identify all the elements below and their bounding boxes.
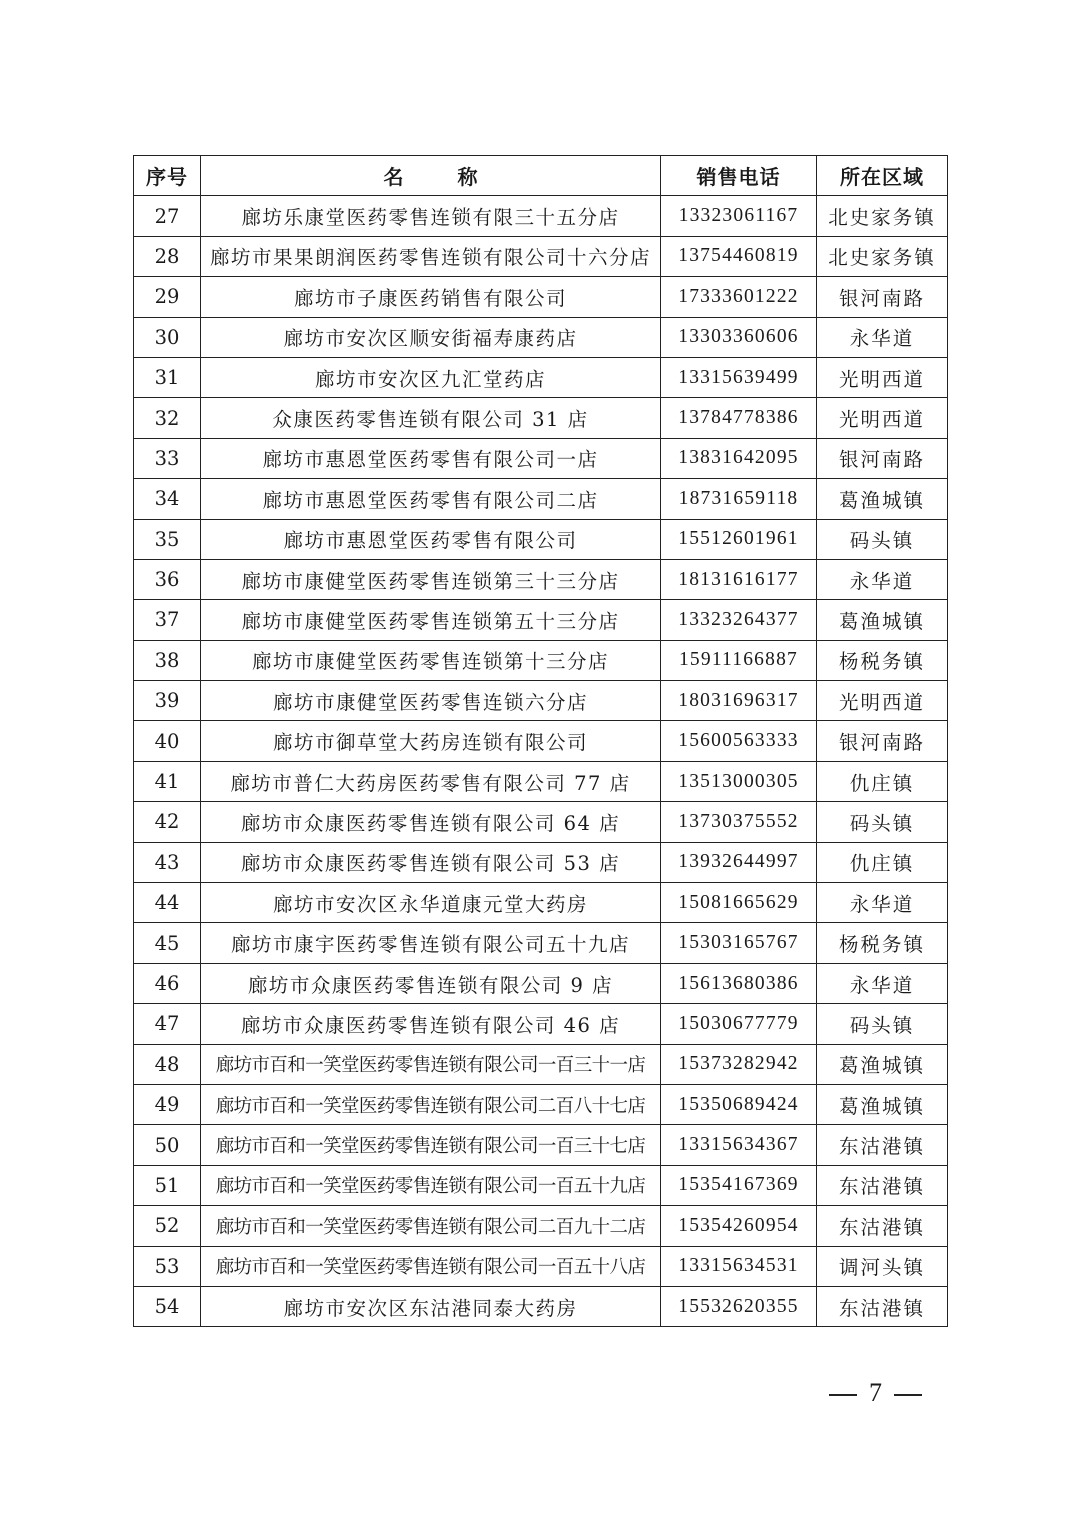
table-row: [134, 196, 948, 236]
table-row: [134, 277, 948, 317]
row-name: 廊坊市惠恩堂医药零售有限公司二店: [201, 479, 661, 519]
table-row: [134, 519, 948, 559]
table-row: [134, 802, 948, 842]
row-index: 42: [134, 802, 201, 842]
row-index: 43: [134, 842, 201, 882]
row-name: 廊坊市御草堂大药房连锁有限公司: [201, 721, 661, 761]
row-name: 廊坊市百和一笑堂医药零售连锁有限公司二百九十二店: [201, 1206, 661, 1246]
table-row: [134, 559, 948, 599]
table-row: [134, 1004, 948, 1044]
row-phone: 13323264377: [661, 600, 817, 640]
table-row: [134, 236, 948, 276]
table-row: [134, 317, 948, 357]
row-area: 永华道: [817, 559, 948, 599]
row-area: 永华道: [817, 883, 948, 923]
row-area: 银河南路: [817, 721, 948, 761]
table-row: [134, 883, 948, 923]
row-name: 廊坊市安次区九汇堂药店: [201, 357, 661, 397]
row-name: 廊坊市康健堂医药零售连锁第三十三分店: [201, 559, 661, 599]
row-index: 34: [134, 479, 201, 519]
row-index: 32: [134, 398, 201, 438]
row-area: 银河南路: [817, 277, 948, 317]
row-phone: 13315639499: [661, 357, 817, 397]
table-row: [134, 1044, 948, 1084]
header-area: 所在区域: [817, 156, 948, 196]
row-phone: 13303360606: [661, 317, 817, 357]
row-name: 廊坊市百和一笑堂医药零售连锁有限公司一百五十九店: [201, 1165, 661, 1205]
row-index: 28: [134, 236, 201, 276]
row-name: 廊坊市普仁大药房医药零售有限公司 77 店: [201, 761, 661, 801]
header-phone: 销售电话: [661, 156, 817, 196]
header-name: [201, 156, 661, 196]
row-index: 53: [134, 1246, 201, 1286]
row-name: 廊坊市百和一笑堂医药零售连锁有限公司一百三十七店: [201, 1125, 661, 1165]
row-phone: 15030677779: [661, 1004, 817, 1044]
row-area: 码头镇: [817, 802, 948, 842]
row-index: 36: [134, 559, 201, 599]
row-index: 47: [134, 1004, 201, 1044]
row-index: 54: [134, 1286, 201, 1326]
row-phone: 15600563333: [661, 721, 817, 761]
row-phone: 18731659118: [661, 479, 817, 519]
row-name: 廊坊市子康医药销售有限公司: [201, 277, 661, 317]
row-area: 永华道: [817, 317, 948, 357]
row-index: 38: [134, 640, 201, 680]
row-index: 39: [134, 681, 201, 721]
table-row: [134, 1246, 948, 1286]
row-name: 廊坊市安次区顺安街福寿康药店: [201, 317, 661, 357]
table-row: [134, 1125, 948, 1165]
table-row: [134, 681, 948, 721]
row-phone: 15081665629: [661, 883, 817, 923]
row-area: 仇庄镇: [817, 842, 948, 882]
row-index: 30: [134, 317, 201, 357]
row-index: 27: [134, 196, 201, 236]
table-row: [134, 1206, 948, 1246]
table-header-row: [134, 156, 948, 196]
row-index: 46: [134, 963, 201, 1003]
row-phone: 15911166887: [661, 640, 817, 680]
row-index: 41: [134, 761, 201, 801]
row-phone: 13932644997: [661, 842, 817, 882]
row-name: 廊坊市百和一笑堂医药零售连锁有限公司二百八十七店: [201, 1084, 661, 1124]
row-area: 调河头镇: [817, 1246, 948, 1286]
table-row: [134, 963, 948, 1003]
row-phone: 18131616177: [661, 559, 817, 599]
row-phone: 15613680386: [661, 963, 817, 1003]
row-name: 廊坊市安次区东沽港同泰大药房: [201, 1286, 661, 1326]
row-area: 葛渔城镇: [817, 1084, 948, 1124]
row-name: 廊坊市康宇医药零售连锁有限公司五十九店: [201, 923, 661, 963]
row-phone: 17333601222: [661, 277, 817, 317]
row-phone: 15354260954: [661, 1206, 817, 1246]
row-area: 光明西道: [817, 357, 948, 397]
row-index: 29: [134, 277, 201, 317]
row-index: 48: [134, 1044, 201, 1084]
table-row: [134, 640, 948, 680]
row-area: 东沽港镇: [817, 1286, 948, 1326]
pharmacy-table: [133, 155, 948, 1327]
row-index: 37: [134, 600, 201, 640]
row-name: 廊坊市果果朗润医药零售连锁有限公司十六分店: [201, 236, 661, 276]
row-name: 廊坊市惠恩堂医药零售有限公司一店: [201, 438, 661, 478]
row-index: 50: [134, 1125, 201, 1165]
row-phone: 15512601961: [661, 519, 817, 559]
row-area: 永华道: [817, 963, 948, 1003]
row-name: 廊坊市惠恩堂医药零售有限公司: [201, 519, 661, 559]
row-index: 31: [134, 357, 201, 397]
row-index: 33: [134, 438, 201, 478]
row-area: 葛渔城镇: [817, 600, 948, 640]
row-phone: 13315634367: [661, 1125, 817, 1165]
table-row: [134, 842, 948, 882]
header-index: 序号: [134, 156, 201, 196]
row-name: 廊坊市康健堂医药零售连锁六分店: [201, 681, 661, 721]
row-index: 44: [134, 883, 201, 923]
row-phone: 15532620355: [661, 1286, 817, 1326]
row-area: 北史家务镇: [817, 196, 948, 236]
table-row: [134, 479, 948, 519]
row-area: 码头镇: [817, 1004, 948, 1044]
row-phone: 15373282942: [661, 1044, 817, 1084]
row-index: 35: [134, 519, 201, 559]
row-name: 廊坊乐康堂医药零售连锁有限三十五分店: [201, 196, 661, 236]
row-name: 廊坊市众康医药零售连锁有限公司 53 店: [201, 842, 661, 882]
row-name: 廊坊市康健堂医药零售连锁第十三分店: [201, 640, 661, 680]
page-number: 7: [869, 1378, 882, 1407]
header-name-char-1: 名: [383, 165, 404, 190]
row-phone: 13513000305: [661, 761, 817, 801]
row-area: 东沽港镇: [817, 1206, 948, 1246]
row-area: 东沽港镇: [817, 1165, 948, 1205]
table-row: [134, 438, 948, 478]
row-index: 45: [134, 923, 201, 963]
row-area: 码头镇: [817, 519, 948, 559]
row-area: 仇庄镇: [817, 761, 948, 801]
row-phone: 13754460819: [661, 236, 817, 276]
row-phone: 13831642095: [661, 438, 817, 478]
row-name: 廊坊市百和一笑堂医药零售连锁有限公司一百三十一店: [201, 1044, 661, 1084]
row-phone: 18031696317: [661, 681, 817, 721]
row-phone: 15303165767: [661, 923, 817, 963]
row-phone: 13315634531: [661, 1246, 817, 1286]
table-row: [134, 1165, 948, 1205]
row-name: 廊坊市安次区永华道康元堂大药房: [201, 883, 661, 923]
row-area: 葛渔城镇: [817, 1044, 948, 1084]
row-name: 廊坊市众康医药零售连锁有限公司 9 店: [201, 963, 661, 1003]
table-row: [134, 357, 948, 397]
table-row: [134, 1084, 948, 1124]
table-row: [134, 721, 948, 761]
row-area: 光明西道: [817, 398, 948, 438]
row-phone: 13730375552: [661, 802, 817, 842]
row-area: 杨税务镇: [817, 640, 948, 680]
row-name: 众康医药零售连锁有限公司 31 店: [201, 398, 661, 438]
page-dash-right: [894, 1394, 922, 1396]
row-area: 银河南路: [817, 438, 948, 478]
row-phone: 13784778386: [661, 398, 817, 438]
row-name: 廊坊市众康医药零售连锁有限公司 64 店: [201, 802, 661, 842]
row-area: 光明西道: [817, 681, 948, 721]
row-area: 杨税务镇: [817, 923, 948, 963]
row-index: 40: [134, 721, 201, 761]
row-index: 51: [134, 1165, 201, 1205]
row-name: 廊坊市众康医药零售连锁有限公司 46 店: [201, 1004, 661, 1044]
row-name: 廊坊市百和一笑堂医药零售连锁有限公司一百五十八店: [201, 1246, 661, 1286]
table-row: [134, 923, 948, 963]
table-row: [134, 600, 948, 640]
row-phone: 13323061167: [661, 196, 817, 236]
row-index: 52: [134, 1206, 201, 1246]
table-body: [134, 196, 948, 1327]
table-row: [134, 398, 948, 438]
row-index: 49: [134, 1084, 201, 1124]
row-area: 葛渔城镇: [817, 479, 948, 519]
table-row: [134, 1286, 948, 1326]
row-phone: 15354167369: [661, 1165, 817, 1205]
row-phone: 15350689424: [661, 1084, 817, 1124]
row-name: 廊坊市康健堂医药零售连锁第五十三分店: [201, 600, 661, 640]
header-name-char-2: 称: [457, 165, 478, 190]
row-area: 北史家务镇: [817, 236, 948, 276]
page-dash-left: [829, 1394, 857, 1396]
row-area: 东沽港镇: [817, 1125, 948, 1165]
table-row: [134, 761, 948, 801]
